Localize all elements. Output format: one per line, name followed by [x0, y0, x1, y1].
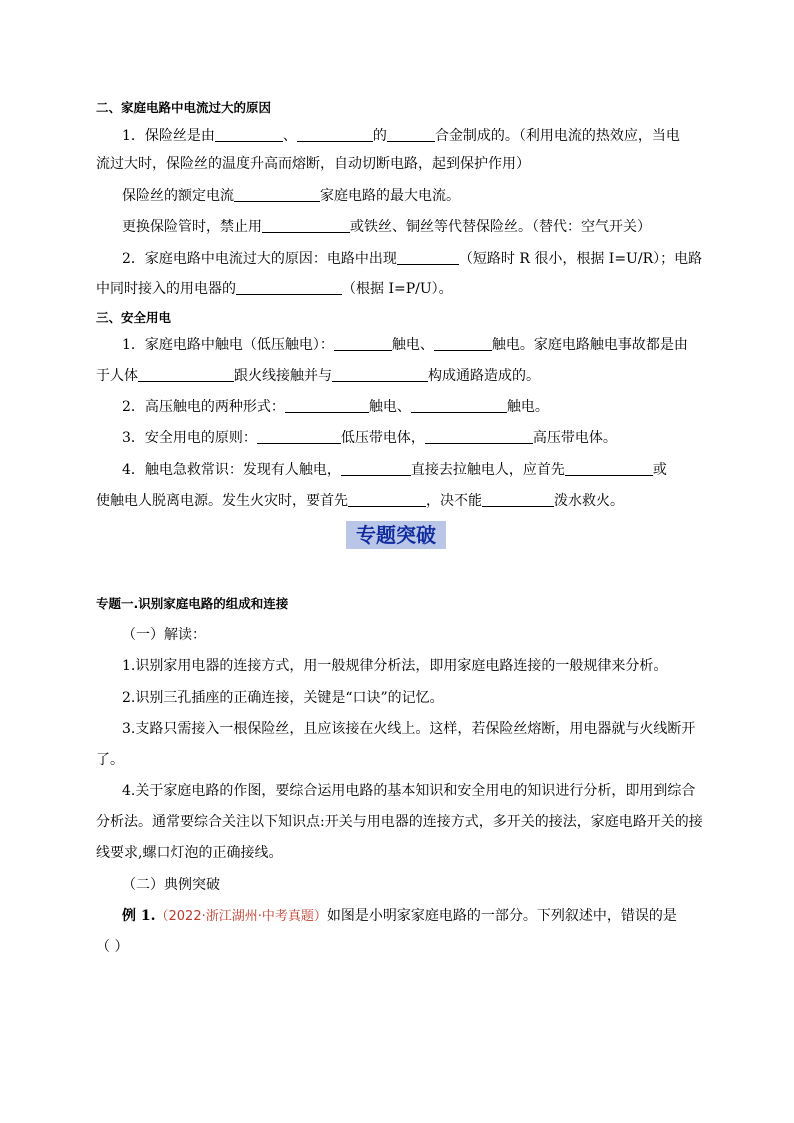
text: 于人体 — [96, 368, 138, 384]
heading-text: 二、家庭电路中电流过大的原因 — [96, 100, 272, 115]
text: 构成通路造成的。 — [428, 368, 540, 384]
text: 跟火线接触并与 — [234, 368, 332, 384]
fill-blank[interactable] — [262, 218, 350, 233]
fill-blank[interactable] — [341, 461, 411, 476]
text: 2．家庭电路中电流过大的原因：电路中出现 — [122, 251, 397, 267]
text: 了。 — [96, 752, 124, 768]
fill-blank[interactable] — [565, 461, 653, 476]
paragraph-line — [0, 367, 794, 384]
text: 线要求,螺口灯泡的正确接线。 — [96, 845, 283, 861]
fill-blank[interactable] — [348, 492, 426, 507]
text: 合金制成的。（利用电流的热效应，当电 — [434, 128, 680, 144]
text: （二）典例突破 — [122, 877, 220, 893]
text: 1.识别家用电器的连接方式，用一般规律分析法，即用家庭电路连接的一般规律来分析。 — [122, 658, 668, 674]
text: 触电。家庭电路触电事故都是由 — [491, 337, 688, 353]
fill-blank[interactable] — [138, 367, 234, 382]
paragraph-line — [0, 280, 794, 297]
text: 流过大时，保险丝的温度升高而熔断，自动切断电路，起到保护作用） — [96, 156, 530, 172]
section-banner: 专题突破 — [346, 521, 446, 549]
subheading — [0, 877, 794, 893]
text: 3．安全用电的原则： — [122, 430, 257, 446]
section-heading — [0, 310, 794, 326]
list-item-continued — [0, 814, 794, 830]
fill-blank[interactable] — [332, 367, 428, 382]
text: 中同时接入的用电器的 — [96, 281, 236, 297]
text: 4.关于家庭电路的作图，要综合运用电路的基本知识和安全用电的知识进行分析，即用到综合 — [122, 783, 696, 799]
fill-blank[interactable] — [387, 127, 435, 142]
text: 触电、 — [368, 399, 411, 415]
list-item — [0, 658, 794, 674]
fill-blank[interactable] — [234, 187, 320, 202]
text: 或铁丝、铜丝等代替保险丝。（替代：空气开关） — [350, 219, 651, 235]
example-source: （2022·浙江湖州·中考真题） — [155, 909, 327, 924]
paragraph-line — [0, 398, 794, 415]
text: （短路时 R 很小，根据 I=U/R）；电路 — [458, 251, 703, 267]
text: （一）解读： — [122, 627, 206, 643]
paragraph-line — [0, 187, 794, 204]
subheading — [0, 627, 794, 643]
text: （根据 I=P/U）。 — [342, 281, 453, 297]
paragraph-line — [0, 218, 794, 235]
text: 3.支路只需接入一根保险丝，且应该接在火线上。这样，若保险丝熔断，用电器就与火线断开 — [122, 721, 696, 737]
text: 使触电人脱离电源。发生火灾时，要首先 — [96, 493, 348, 509]
text: 如图是小明家家庭电路的一部分。下列叙述中，错误的是 — [326, 908, 677, 924]
paragraph-line — [0, 156, 794, 172]
text: 更换保险管时，禁止用 — [122, 219, 262, 235]
heading-text: 专题一.识别家庭电路的组成和连接 — [96, 596, 289, 611]
fill-blank[interactable] — [334, 336, 392, 351]
answer-bracket-line — [0, 939, 794, 955]
fill-blank[interactable] — [411, 398, 507, 413]
list-item — [0, 690, 794, 706]
fill-blank[interactable] — [482, 492, 554, 507]
fill-blank[interactable] — [425, 429, 533, 444]
text: 触电。 — [506, 399, 549, 415]
text: 低压带电体， — [340, 430, 425, 446]
text: 2.识别三孔插座的正确连接，关键是“口诀”的记忆。 — [122, 690, 444, 706]
text: 直接去拉触电人，应首先 — [410, 462, 565, 478]
section-heading — [0, 100, 794, 116]
text: 或 — [652, 462, 667, 478]
fill-blank[interactable] — [397, 250, 459, 265]
fill-blank[interactable] — [297, 127, 373, 142]
text: 家庭电路的最大电流。 — [320, 188, 460, 204]
list-item — [0, 721, 794, 737]
topic-heading — [0, 596, 794, 612]
paragraph-line — [0, 429, 794, 446]
text: 、 — [282, 128, 297, 144]
example-label: 例 1. — [122, 908, 156, 924]
fill-blank[interactable] — [434, 336, 492, 351]
text: 1．保险丝是由 — [122, 128, 215, 144]
text: 泼水救火。 — [554, 493, 624, 509]
text: 4．触电急救常识：发现有人触电， — [122, 462, 341, 478]
list-item — [0, 783, 794, 799]
text: 1．家庭电路中触电（低压触电）： — [122, 337, 334, 353]
text: 的 — [372, 128, 387, 144]
text: 分析法。通常要综合关注以下知识点:开关与用电器的连接方式，多开关的接法，家庭电路开关的接 — [96, 814, 703, 830]
list-item-continued — [0, 845, 794, 861]
fill-blank[interactable] — [257, 429, 341, 444]
paragraph-line — [0, 492, 794, 509]
example-line — [0, 908, 794, 925]
fill-blank[interactable] — [215, 127, 283, 142]
text: 2．高压触电的两种形式： — [122, 399, 285, 415]
fill-blank[interactable] — [285, 398, 369, 413]
text: ，决不能 — [426, 493, 482, 509]
paragraph-line — [0, 336, 794, 353]
text: 保险丝的额定电流 — [122, 188, 234, 204]
text: 高压带电体。 — [532, 430, 617, 446]
paragraph-line — [0, 127, 794, 144]
paragraph-line — [0, 250, 794, 267]
text: 触电、 — [391, 337, 434, 353]
list-item-continued — [0, 752, 794, 768]
fill-blank[interactable] — [236, 280, 342, 295]
heading-text: 三、安全用电 — [96, 310, 172, 325]
answer-bracket[interactable]: （ ） — [96, 939, 129, 955]
paragraph-line — [0, 461, 794, 478]
